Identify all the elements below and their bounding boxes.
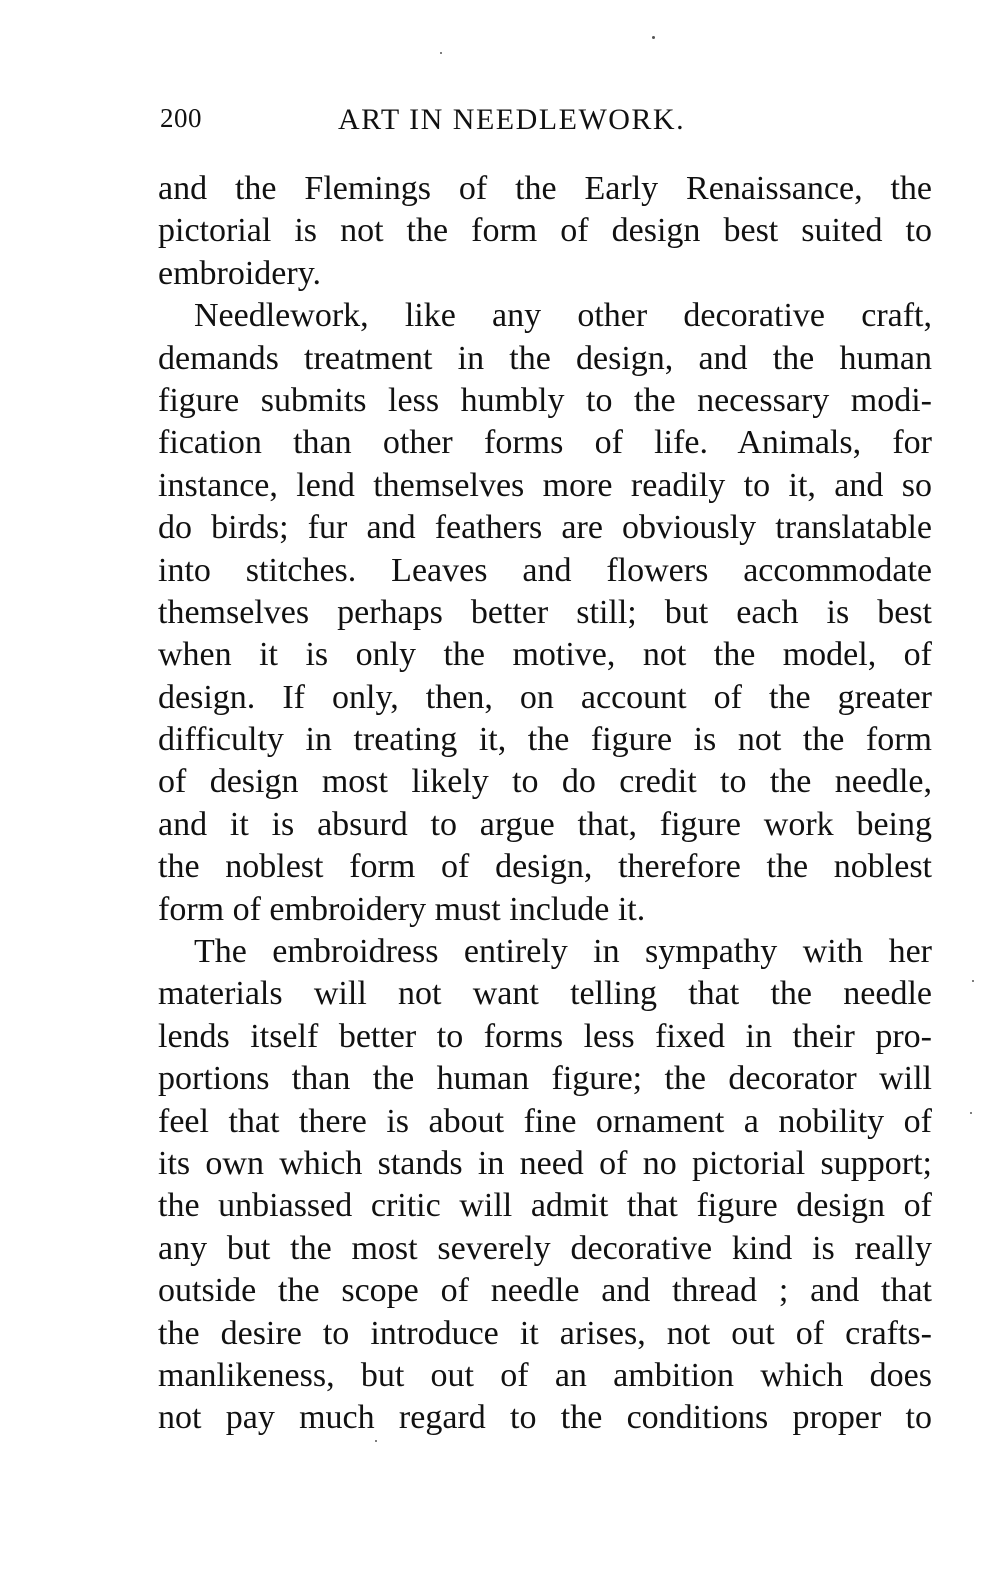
print-speck <box>375 1440 377 1442</box>
text-line: demands treatment in the design, and the human <box>158 339 932 377</box>
text-line: materials will not want telling that the needle <box>158 975 932 1013</box>
print-speck <box>440 52 442 54</box>
print-speck <box>972 980 974 982</box>
print-speck <box>652 36 655 39</box>
text-line: the noblest form of design, therefore the noblest <box>158 848 932 886</box>
text-line: manlikeness, but out of an ambition which does <box>158 1356 932 1394</box>
text-line: the unbiassed critic will admit that figure design of <box>158 1187 932 1225</box>
text-line: when it is only the motive, not the model, of <box>158 636 932 674</box>
running-title: ART IN NEEDLEWORK. <box>338 103 686 136</box>
page-number: 200 <box>160 103 202 133</box>
running-head <box>160 103 930 143</box>
text-line: instance, lend themselves more readily to it, and so <box>158 466 932 504</box>
text-line: the desire to introduce it arises, not out of crafts- <box>158 1314 932 1352</box>
body-text <box>158 168 932 1440</box>
text-line: design. If only, then, on account of the greater <box>158 678 932 716</box>
text-line: portions than the human figure; the decorator will <box>158 1060 932 1098</box>
paragraph-needlework <box>158 295 932 931</box>
text-line: Needlework, like any other decorative craft, <box>194 297 932 335</box>
text-line: not pay much regard to the conditions proper to <box>158 1399 932 1437</box>
text-line: feel that there is about fine ornament a nobility of <box>158 1102 932 1140</box>
text-line: outside the scope of needle and thread ; and that <box>158 1272 932 1310</box>
text-line: embroidery. <box>158 254 322 292</box>
text-line: and the Flemings of the Early Renaissance, the <box>158 170 932 207</box>
text-line: pictorial is not the form of design best suited to <box>158 212 932 250</box>
print-speck <box>970 1112 972 1114</box>
paragraph-continuation <box>158 168 932 295</box>
text-line: into stitches. Leaves and flowers accommodate <box>158 551 932 589</box>
text-line: figure submits less humbly to the necessary modi- <box>158 381 932 419</box>
text-line: The embroidress entirely in sympathy with her <box>194 933 932 971</box>
text-line: lends itself better to forms less fixed in their pro- <box>158 1017 932 1055</box>
text-line: of design most likely to do credit to the needle, <box>158 763 932 801</box>
text-line: fication than other forms of life. Animals, for <box>158 424 932 462</box>
text-line: and it is absurd to argue that, figure work being <box>158 805 932 843</box>
paragraph-embroidress <box>158 931 932 1440</box>
text-line: themselves perhaps better still; but each is best <box>158 593 932 631</box>
text-line: form of embroidery must include it. <box>158 890 646 928</box>
text-line: difficulty in treating it, the figure is not the form <box>158 721 932 759</box>
text-line: its own which stands in need of no pictorial support; <box>158 1144 932 1182</box>
text-line: any but the most severely decorative kind is really <box>158 1229 932 1267</box>
text-line: do birds; fur and feathers are obviously translatable <box>158 509 932 547</box>
